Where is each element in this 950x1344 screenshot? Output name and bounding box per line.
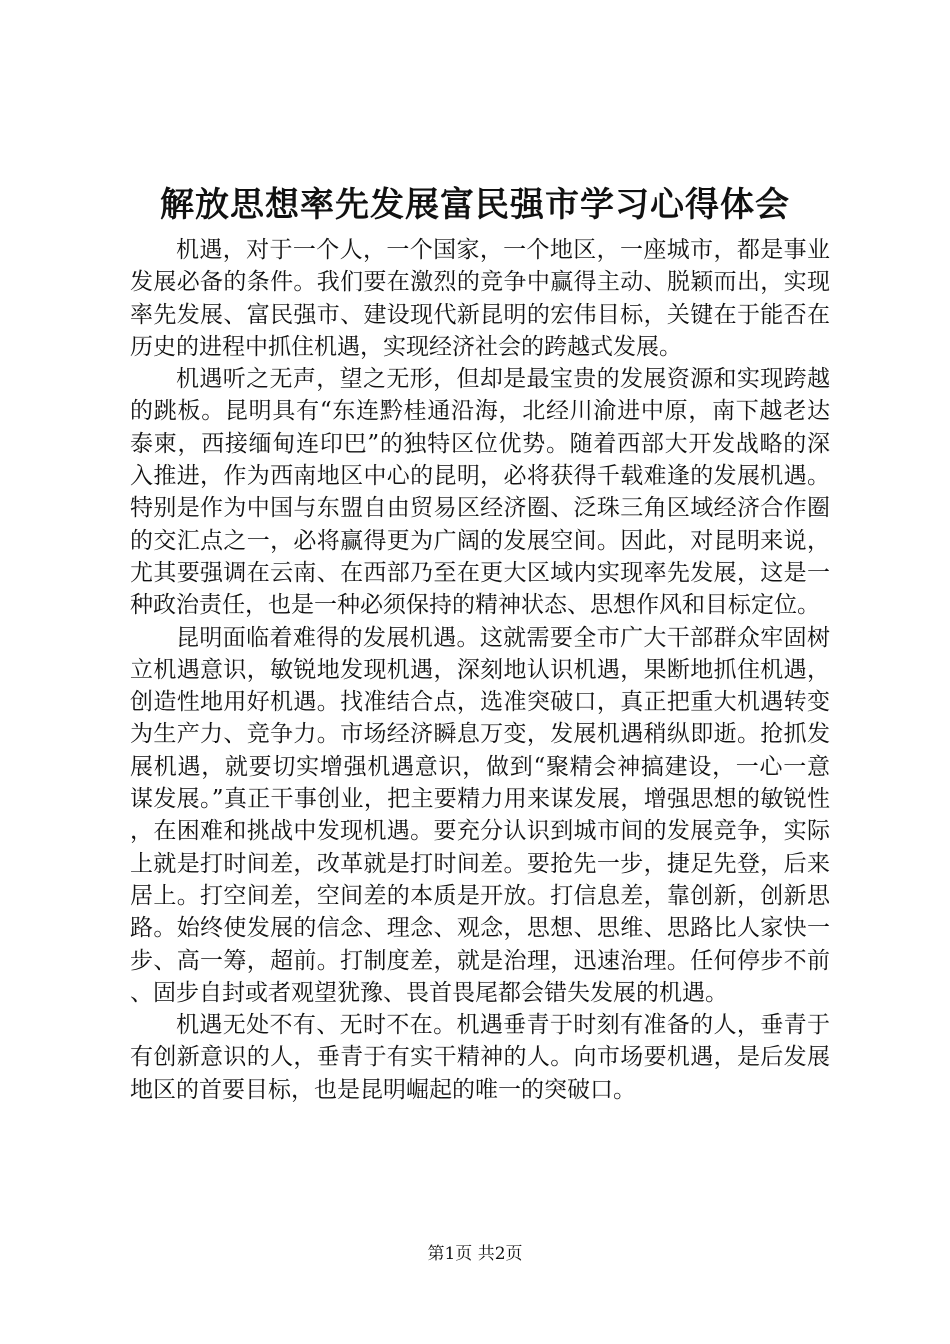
document-title: 解放思想率先发展富民强市学习心得体会 — [160, 185, 790, 225]
page-footer: 第1页 共2页 — [427, 1244, 523, 1264]
paragraph-4: 机遇无处不有、无时不在。机遇垂青于时刻有准备的人，垂青于有创新意识的人，垂青于有实干精神的人。向市场要机遇，是后发展地区的首要目标，也是昆明崛起的唯一的突破口。 — [130, 1012, 830, 1103]
paragraph-1: 机遇，对于一个人，一个国家，一个地区，一座城市，都是事业发展必备的条件。我们要在激烈的竞争中赢得主动、脱颖而出，实现率先发展、富民强市、建设现代新昆明的宏伟目标，关键在于能否在历史的进程中抓住机遇，实现经济社会的跨越式发展。 — [130, 237, 830, 360]
document-body — [130, 234, 830, 1106]
paragraph-3: 昆明面临着难得的发展机遇。这就需要全市广大干部群众牢固树立机遇意识，敏锐地发现机遇，深刻地认识机遇，果断地抓住机遇，创造性地用好机遇。找准结合点，选准突破口，真正把重大机遇转变为生产力、竞争力。市场经济瞬息万变，发展机遇稍纵即逝。抢抓发展机遇，就要切实增强机遇意识，做到“聚精会神搞建设，一心一意谋发展。”真正干事创业，把主要精力用来谋发展，增强思想的敏锐性，在困难和挑战中发现机遇。要充分认识到城市间的发展竞争，实际上就是打时间差，改革就是打时间差。要抢先一步，捷足先登，后来居上。打空间差，空间差的本质是开放。打信息差，靠创新，创新思路。始终使发展的信念、理念、观念，思想、思维、思路比人家快一步、高一筹，超前。打制度差，就是治理，迅速治理。任何停步不前、固步自封或者观望犹豫、畏首畏尾都会错失发展的机遇。 — [130, 624, 830, 1006]
paragraph-2: 机遇听之无声，望之无形，但却是最宝贵的发展资源和实现跨越的跳板。昆明具有“东连黔桂通沿海，北经川渝进中原，南下越老达泰柬，西接缅甸连印巴”的独特区位优势。随着西部大开发战略的深入推进，作为西南地区中心的昆明，必将获得千载难逢的发展机遇。特别是作为中国与东盟自由贸易区经济圈、泛珠三角区域经济合作圈的交汇点之一，必将赢得更为广阔的发展空间。因此，对昆明来说，尤其要强调在云南、在西部乃至在更大区域内实现率先发展，这是一种政治责任，也是一种必须保持的精神状态、思想作风和目标定位。 — [130, 366, 830, 619]
